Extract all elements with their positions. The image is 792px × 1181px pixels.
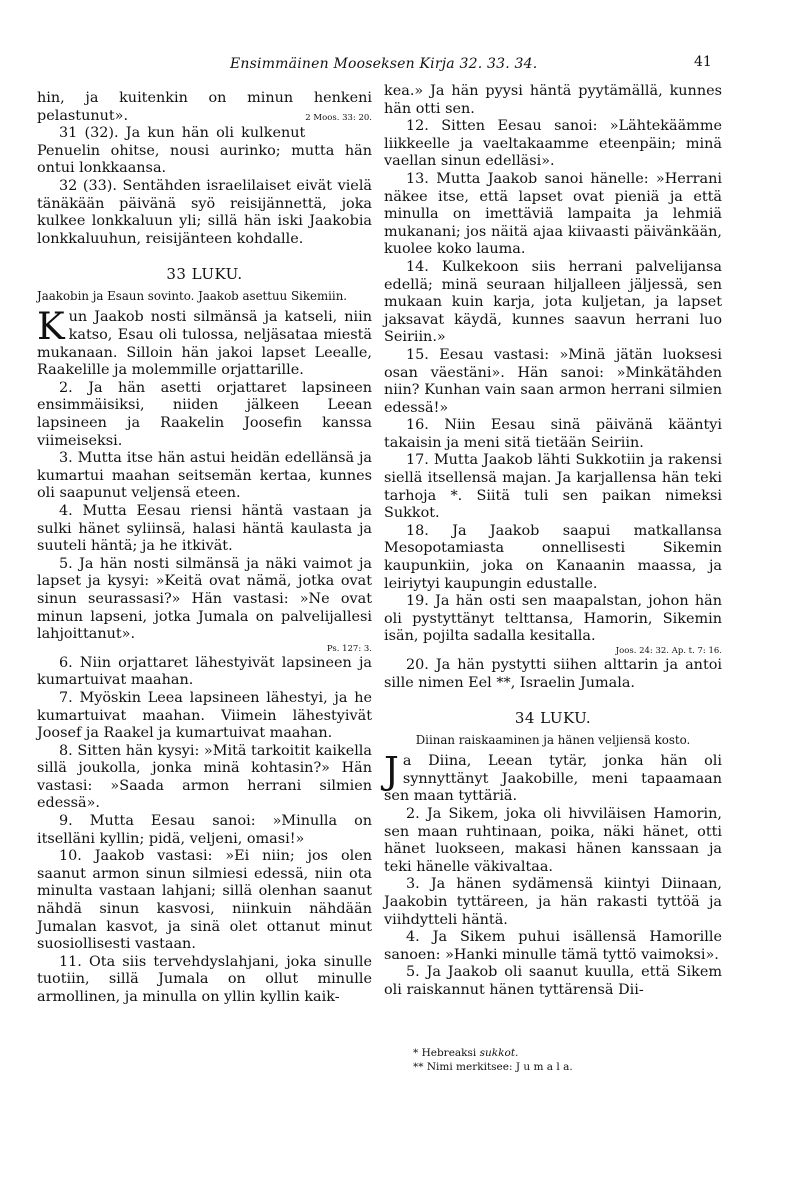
cross-reference: Joos. 24: 32. Ap. t. 7: 16.: [615, 646, 722, 656]
chapter-heading: 33 LUKU.: [166, 265, 243, 284]
chapter-heading: 34 LUKU.: [514, 709, 592, 728]
verse: 2. Ja Sikem, joka oli hivviläisen Hamorin, sen maan ruhtinaan, poika, näki hänet, otti hänet luokseen, makasi hänen kanssaan ja teki hänelle väkivaltaa.: [384, 806, 722, 875]
verse: 31 (32). Ja kun hän oli kulkenut Penuelin ohitse, nousi aurinko; mutta hän ontui lonkkaansa.: [37, 125, 372, 177]
chapter-summary: Diinan raiskaaminen ja hänen veljiensä kosto.: [415, 732, 691, 747]
verse: 3. Mutta itse hän astui heidän edellänsä ja kumartui maahan seitsemän kertaa, kunnes oli saapunut veljensä eteen.: [37, 450, 372, 502]
verse: 13. Mutta Jaakob sanoi hänelle: »Herrani näkee itse, että lapset ovat pieniä ja että minulla on imettäviä lampaita ja lehmiä mukanani; jos näitä ajaa kiivaasti päivänkään, kuolee koko lauma.: [384, 170, 722, 258]
verse: 3. Ja hänen sydämensä kiintyi Diinaan, Jaakobin tyttäreen, ja hän rakasti tyttöä ja viihdytteli häntä.: [384, 876, 722, 928]
verse: 17. Mutta Jaakob lähti Sukkotiin ja rakensi siellä itsellensä majan. Ja karjallensa hän teki tarhoja *. Siitä tuli sen paikan nimeksi Sukkot.: [384, 452, 722, 522]
verse-first: Ja Diina, Leean tytär, jonka hän oli synnyttänyt Jaakobille, meni tapaamaan sen maan tyttäriä.: [384, 749, 722, 805]
paragraph: kea.» Ja hän pyysi häntä pyytämällä, kunnes hän otti sen.: [384, 83, 722, 117]
verse: 6. Niin orjattaret lähestyivät lapsineen ja kumartuivat maahan.: [37, 654, 372, 689]
verse: 8. Sitten hän kysyi: »Mitä tarkoitit kaikella sillä joukolla, jonka minä kohtasin?» Hän vastasi: »Saada armon herrani silmien edessä».: [37, 742, 372, 812]
verse: 19. Ja hän osti sen maapalstan, johon hän oli pystyttänyt telttansa, Hamorin, Sikemin isän, pojilta sadalla kesitalla. Joos. 24: 32. Ap. t. 7: 16.: [384, 593, 722, 656]
verse: 18. Ja Jaakob saapui matkallansa Mesopotamiasta onnellisesti Sikemin kaupunkiin, joka on Kanaanin maassa, ja leiriytyi kaupungin edustalle.: [384, 522, 722, 592]
verse: 7. Myöskin Leea lapsineen lähestyi, ja he kumartuivat maahan. Viimein lähestyivät Joosef ja Raakel ja kumartuivat maahan.: [37, 689, 372, 742]
verse: 4. Mutta Eesau riensi häntä vastaan ja sulki hänet syliinsä, halasi häntä kaulasta ja suuteli häntä; ja he itkivät.: [37, 502, 372, 555]
chapter-summary: Jaakobin ja Esaun sovinto. Jaakob asettuu Sikemiin.: [37, 288, 348, 303]
running-title: Ensimmäinen Mooseksen Kirja 32. 33. 34.: [230, 56, 538, 72]
verse: 32 (33). Sentähden israelilaiset eivät vielä tänäkään päivänä syö reisijännettä, joka kulkee lonkkaluun yli; sillä hän iski Jaakobia lonkkaluuhun, reisijänteen kohdalle.: [37, 177, 372, 247]
verse: 5. Ja Jaakob oli saanut kuulla, että Sikem oli raiskannut hänen tyttärensä Dii-: [384, 964, 722, 998]
right-column: [384, 83, 722, 1000]
cross-reference: Ps. 127: 3.: [326, 643, 372, 654]
left-column: [37, 90, 372, 1007]
verse: 9. Mutta Eesau sanoi: »Minulla on itselläni kyllin; pidä, veljeni, omasi!»: [37, 813, 372, 847]
footnote: * Hebreaksi sukkot.: [413, 1047, 519, 1059]
drop-cap: K: [37, 305, 65, 349]
verse: 16. Niin Eesau sinä päivänä kääntyi takaisin ja meni sitä tietään Seiriin.: [384, 417, 722, 451]
verse: 20. Ja hän pystytti siihen alttarin ja antoi sille nimen Eel **, Israelin Jumala.: [384, 657, 722, 691]
verse: 10. Jaakob vastasi: »Ei niin; jos olen saanut armon sinun silmiesi edessä, niin ota minulta vastaan lahjani; sillä olenhan saanut nähdä sinun kasvosi, niinkuin nähdään Jumalan kasvot, ja sinä olet ottanut minut suosiollisesti vastaan.: [37, 848, 372, 953]
page-number: 41: [694, 54, 712, 70]
verse: 4. Ja Sikem puhui isällensä Hamorille sanoen: »Hanki minulle tämä tyttö vaimoksi».: [384, 929, 722, 963]
verse: 15. Eesau vastasi: »Minä jätän luoksesi osan väestäni». Hän sanoi: »Minkätähden niin? Kunhan vain saan armon herrani silmien edessä!»: [384, 346, 722, 416]
paragraph: hin, ja kuitenkin on minun henkeni pelastunut». 2 Moos. 33: 20.: [37, 90, 372, 125]
verse: 11. Ota siis tervehdyslahjani, joka sinulle tuotiin, sillä Jumala on ollut minulle armollinen, ja minulla on yllin kyllin kaik-: [37, 953, 372, 1005]
verse: 14. Kulkekoon siis herrani palvelijansa edellä; minä seuraan hiljalleen jäljessä, sen mukaan kuin karja, jota kuljetan, ja lapset jaksavat käydä, kunnes saavun herrani luo Seiriin.»: [384, 258, 722, 346]
verse-first: Kun Jaakob nosti silmänsä ja katseli, niin katso, Esau oli tulossa, neljäsataa miestä mukanaan. Silloin hän jakoi lapset Leealle, Raakelille ja molemmille orjattarille.: [37, 305, 372, 379]
cross-reference: 2 Moos. 33: 20.: [305, 112, 372, 123]
verse: 12. Sitten Eesau sanoi: »Lähtekäämme liikkeelle ja vaeltakaamme eteenpäin; minä vaellan sinun edelläsi».: [384, 118, 722, 170]
footnote: ** Nimi merkitsee: J u m a l a.: [413, 1061, 573, 1073]
drop-cap: J: [384, 749, 399, 793]
verse: 5. Ja hän nosti silmänsä ja näki vaimot ja lapset ja kysyi: »Keitä ovat nämä, jotka ovat sinun seurassasi?» Hän vastasi: »Ne ovat minun lapseni, jotka Jumala on palvelijallesi lahjoittanut». Ps. 127: 3.: [37, 555, 372, 654]
verse: 2. Ja hän asetti orjattaret lapsineen ensimmäisiksi, niiden jälkeen Leean lapsineen ja Raakelin Joosefin kanssa viimeiseksi.: [37, 379, 372, 449]
footnotes: [413, 1046, 573, 1074]
